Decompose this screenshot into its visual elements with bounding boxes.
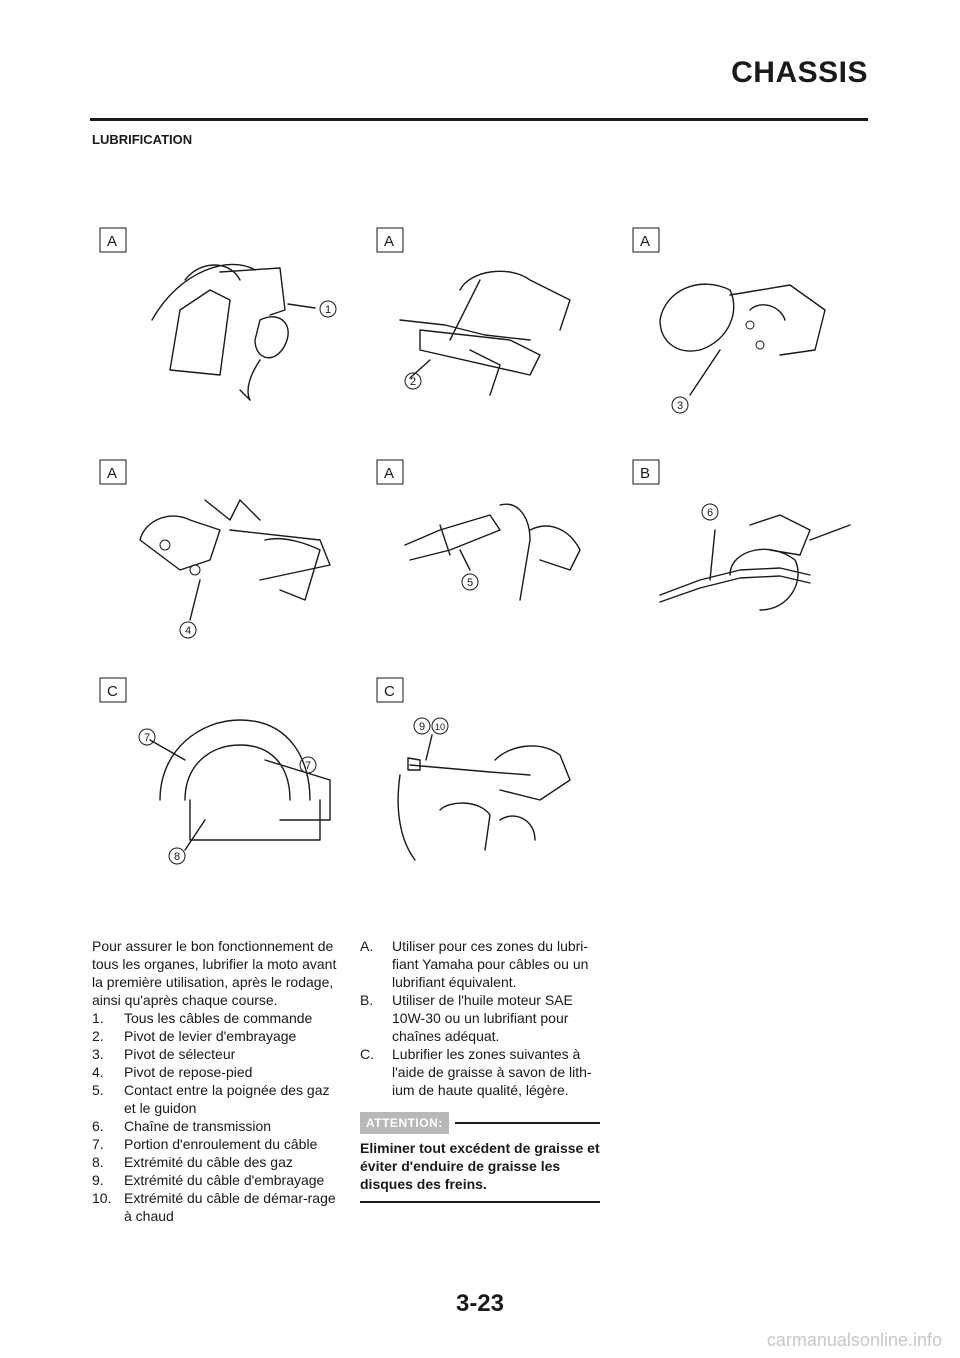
callout-number: 7 <box>143 732 151 744</box>
lubrication-points-list <box>92 1009 342 1225</box>
list-item: 8. Extrémité du câble des gaz <box>92 1154 293 1170</box>
panel-letter: A <box>640 233 651 250</box>
legend-item: A. Utiliser pour ces zones du lubri-fiant Yamaha pour câbles ou un lubrifiant équivalent. <box>360 938 589 990</box>
list-item: 1. Tous les câbles de commande <box>92 1010 313 1026</box>
legend-list <box>360 937 605 1099</box>
list-item: 3. Pivot de sélecteur <box>92 1046 236 1062</box>
caution-label: ATTENTION: <box>360 1112 449 1134</box>
callout-number: 9 <box>418 721 426 733</box>
illustration-area <box>90 200 870 900</box>
figure-drive-chain <box>633 460 850 610</box>
panel-letter: A <box>384 233 395 250</box>
figure-cable-lubricator <box>100 228 336 400</box>
legend-item: B. Utiliser de l'huile moteur SAE 10W-30 ou un lubrifiant pour chaînes adéquat. <box>360 992 573 1044</box>
caution-box <box>360 1113 600 1203</box>
callout-number: 7 <box>304 760 312 772</box>
panel-letter: A <box>107 465 118 482</box>
figure-clutch-lever <box>377 228 570 395</box>
caution-text: Eliminer tout excédent de graisse et éviter d'enduire de graisse les disques des freins. <box>360 1139 600 1203</box>
caution-rule <box>455 1122 600 1124</box>
instructions-column <box>92 937 342 1225</box>
list-item: 10. Extrémité du câble de démar-rage à chaud <box>92 1190 336 1224</box>
figure-cable-end <box>377 678 570 860</box>
callout-number: 2 <box>409 376 417 388</box>
callout-number: 1 <box>324 304 332 316</box>
watermark-text: carmanualsonline.info <box>766 1330 942 1350</box>
panel-letter: C <box>107 683 118 700</box>
header-rule <box>90 118 868 121</box>
list-item: 2. Pivot de levier d'embrayage <box>92 1028 297 1044</box>
panel-letter: C <box>384 683 395 700</box>
callout-number: 8 <box>173 851 181 863</box>
list-item: 5. Contact entre la poignée des gaz et le guidon <box>92 1082 330 1116</box>
callout-number: 4 <box>184 625 192 637</box>
list-item: 9. Extrémité du câble d'embrayage <box>92 1172 325 1188</box>
figure-cable-windup <box>100 678 330 864</box>
legend-column <box>360 937 605 1203</box>
figure-shift-pivot <box>633 228 825 413</box>
callout-number: 10 <box>434 722 446 732</box>
panel-letter: A <box>384 465 395 482</box>
lubrication-illustrations <box>90 200 870 900</box>
callout-number: 5 <box>466 577 474 589</box>
callout-number: 6 <box>706 507 714 519</box>
legend-item: C. Lubrifier les zones suivantes à l'aide de graisse à savon de lith-ium de haute qualité, légère. <box>360 1046 592 1098</box>
section-title: LUBRIFICATION <box>92 132 193 147</box>
panel-letter: B <box>640 465 651 482</box>
intro-paragraph: Pour assurer le bon fonctionnement de tous les organes, lubrifier la moto avant la première utilisation, après le rodage, ainsi qu'après chaque course. <box>92 938 337 1008</box>
list-item: 4. Pivot de repose-pied <box>92 1064 253 1080</box>
figure-throttle-grip <box>377 460 580 600</box>
page-number: 3-23 <box>455 1290 505 1317</box>
callout-number: 3 <box>676 400 684 412</box>
panel-letter: A <box>107 233 118 250</box>
page-header-title: CHASSIS <box>731 56 868 89</box>
list-item: 6. Chaîne de transmission <box>92 1118 272 1134</box>
figure-footrest-pivot <box>100 460 330 638</box>
list-item: 7. Portion d'enroulement du câble <box>92 1136 318 1152</box>
